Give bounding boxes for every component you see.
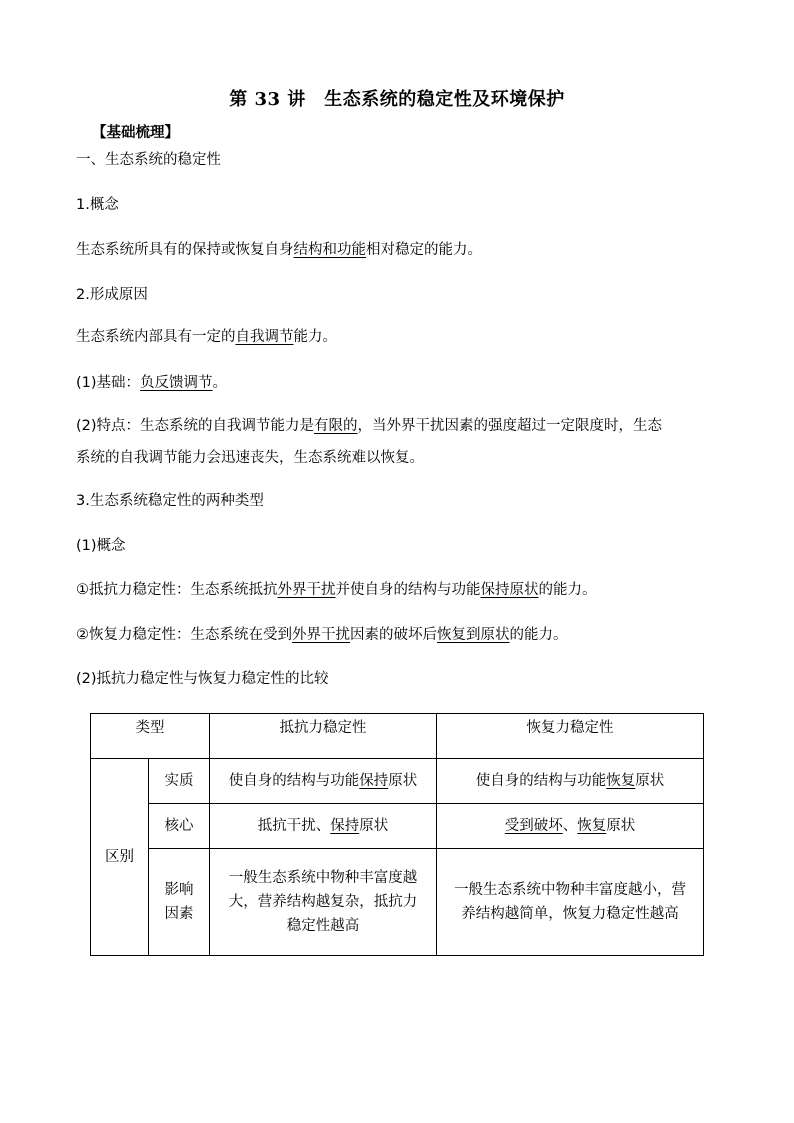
cell-text: 影响 [164, 882, 194, 898]
table-row [91, 849, 704, 956]
resist-post: 的能力。 [538, 582, 597, 598]
cell-recover-essence [437, 759, 704, 804]
row-label-essence: 实质 [149, 759, 210, 804]
basis-text [76, 373, 227, 393]
recover-post: 的能力。 [509, 627, 568, 643]
cell-resist-factors [210, 849, 437, 956]
feature-post: ，当外界干扰因素的强度超过一定限度时，生态 [357, 418, 663, 434]
feature-text-line2: 系统的自我调节能力会迅速丧失，生态系统难以恢复。 [76, 450, 424, 466]
table-header-row [91, 714, 704, 759]
cell-underlined: 恢复 [606, 773, 636, 789]
cell-text: 一般生态系统中物种丰富度越小，营 [454, 882, 686, 898]
cell-text: 原状 [635, 773, 665, 789]
concept-text [76, 240, 482, 260]
heading-cause: 2.形成原因 [76, 287, 148, 303]
cell-text: 因素 [164, 906, 194, 922]
recover-pre: ②恢复力稳定性：生态系统在受到 [76, 627, 292, 643]
cause-text [76, 327, 337, 347]
table-row [91, 759, 704, 804]
resist-underlined-1: 外界干扰 [277, 582, 336, 598]
cell-underlined: 保持 [330, 818, 360, 834]
basis-underlined: 负反馈调节 [140, 375, 213, 391]
cell-text: 养结构越简单，恢复力稳定性越高 [461, 906, 679, 922]
resist-definition [76, 580, 597, 600]
basis-post: 。 [212, 375, 228, 391]
section-tag: 【基础梳理】 [92, 125, 179, 141]
sub-heading-concept: (1)概念 [76, 538, 126, 554]
cell-text: 原状 [359, 818, 389, 834]
heading-types: 3.生态系统稳定性的两种类型 [76, 493, 264, 509]
cell-resist-essence [210, 759, 437, 804]
cell-text: 抵抗干扰、 [257, 818, 331, 834]
cause-post: 能力。 [293, 329, 337, 345]
recover-underlined-2: 恢复到原状 [437, 627, 510, 643]
feature-text-line1 [76, 416, 662, 436]
cell-text: 、 [562, 818, 578, 834]
cell-text: 原状 [388, 773, 418, 789]
feature-underlined: 有限的 [314, 418, 358, 434]
comparison-table [90, 713, 704, 956]
cell-text: 稳定性越高 [286, 918, 360, 934]
recover-underlined-1: 外界干扰 [292, 627, 350, 643]
resist-mid: 并使自身的结构与功能 [335, 582, 481, 598]
header-type: 类型 [91, 714, 210, 759]
header-recover: 恢复力稳定性 [437, 714, 704, 759]
cell-text: 原状 [606, 818, 636, 834]
cell-resist-core [210, 804, 437, 849]
heading-stability: 一、生态系统的稳定性 [76, 152, 221, 168]
sub-heading-compare: (2)抵抗力稳定性与恢复力稳定性的比较 [76, 671, 329, 687]
heading-concept: 1.概念 [76, 197, 119, 213]
row-label-factors [149, 849, 210, 956]
cell-underlined: 恢复 [577, 818, 607, 834]
cell-recover-core [437, 804, 704, 849]
cell-underlined: 受到破坏 [504, 818, 563, 834]
basis-pre: (1)基础： [76, 375, 141, 391]
group-label: 区别 [91, 759, 149, 956]
header-resist: 抵抗力稳定性 [210, 714, 437, 759]
cell-text: 一般生态系统中物种丰富度越 [228, 870, 418, 886]
resist-underlined-2: 保持原状 [480, 582, 539, 598]
resist-pre: ①抵抗力稳定性：生态系统抵抗 [76, 582, 278, 598]
concept-post: 相对稳定的能力。 [366, 242, 482, 258]
recover-mid: 因素的破坏后 [350, 627, 437, 643]
row-label-core: 核心 [149, 804, 210, 849]
cell-text: 使自身的结构与功能 [228, 773, 360, 789]
recover-definition [76, 625, 568, 645]
concept-underlined: 结构和功能 [293, 242, 366, 258]
concept-pre: 生态系统所具有的保持或恢复自身 [76, 242, 294, 258]
cell-underlined: 保持 [359, 773, 389, 789]
cell-text: 使自身的结构与功能 [475, 773, 607, 789]
page-title: 第 33 讲 生态系统的稳定性及环境保护 [229, 89, 565, 110]
cell-recover-factors [437, 849, 704, 956]
cause-pre: 生态系统内部具有一定的 [76, 329, 236, 345]
cause-underlined: 自我调节 [235, 329, 294, 345]
table-row [91, 804, 704, 849]
cell-text: 大，营养结构越复杂，抵抗力 [228, 894, 418, 910]
feature-pre: (2)特点：生态系统的自我调节能力是 [76, 418, 315, 434]
